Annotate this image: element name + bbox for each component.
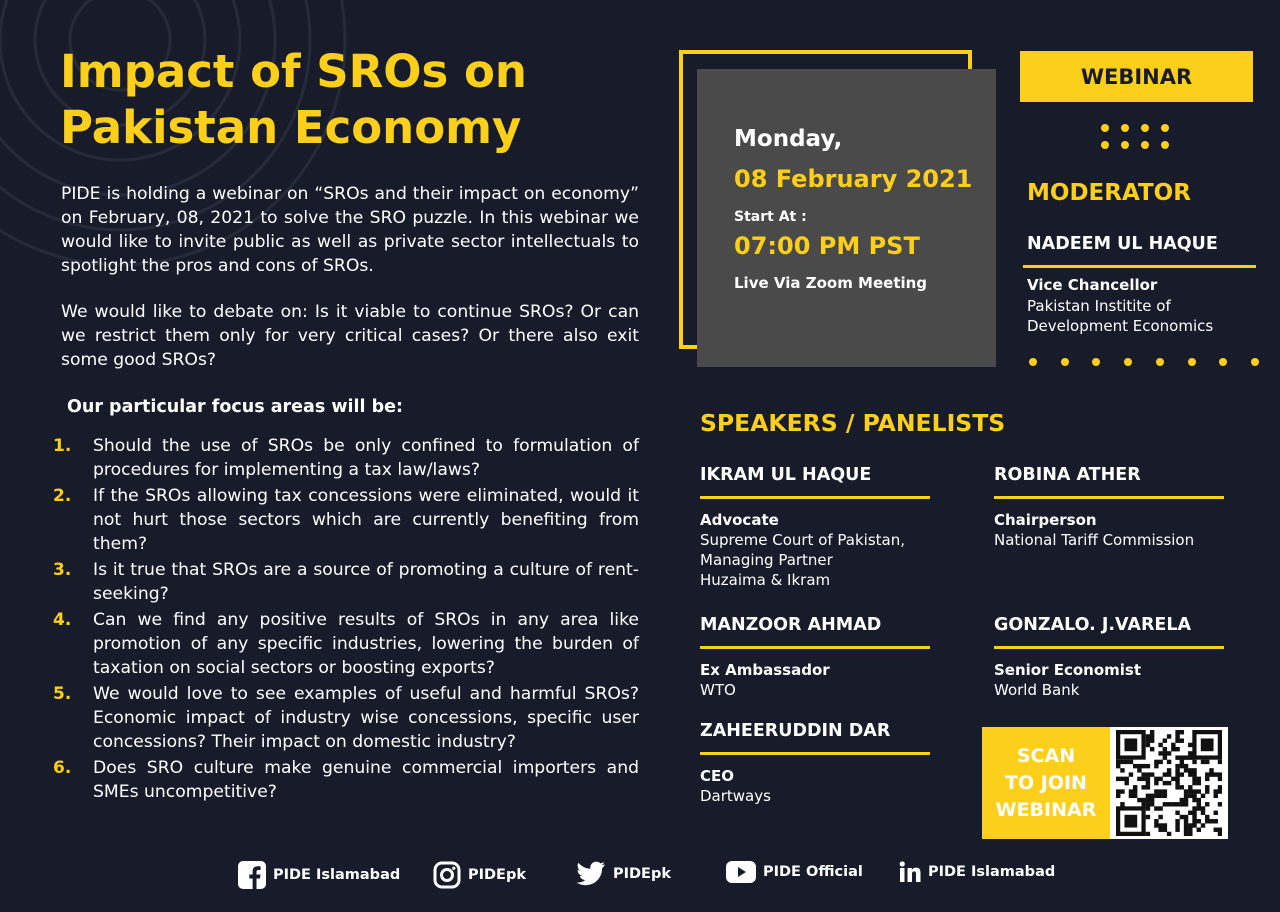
dots-row-decoration bbox=[1029, 358, 1259, 366]
dots-grid-decoration bbox=[1101, 124, 1181, 158]
speaker-divider bbox=[700, 496, 930, 499]
speaker-card bbox=[994, 463, 1230, 550]
speaker-name: GONZALO. J.VARELA bbox=[994, 615, 1192, 635]
social-twitter[interactable] bbox=[576, 861, 671, 887]
speaker-name: MANZOOR AHMAD bbox=[700, 615, 882, 635]
speaker-role: Ex Ambassador bbox=[700, 661, 830, 679]
speaker-org: Huzaima & Ikram bbox=[700, 571, 831, 589]
webinar-badge: WEBINAR bbox=[1020, 51, 1253, 102]
speaker-card bbox=[700, 463, 936, 590]
focus-item bbox=[53, 484, 639, 556]
focus-item-text: Can we find any positive results of SROs in any area like promotion of any specific industries, lowering the burden of taxation on social sectors or boosting exports? bbox=[93, 610, 639, 678]
focus-item bbox=[53, 756, 639, 804]
moderator-name: NADEEM UL HAQUE bbox=[1027, 234, 1218, 254]
speaker-role: CEO bbox=[700, 767, 735, 785]
speaker-org: Dartways bbox=[700, 787, 771, 805]
scan-label-line: SCAN bbox=[1016, 744, 1076, 767]
scan-label-line: TO JOIN bbox=[1005, 771, 1087, 794]
speaker-name: ROBINA ATHER bbox=[994, 465, 1141, 485]
focus-item-number: 2. bbox=[53, 486, 72, 506]
intro-paragraph-2: We would like to debate on: Is it viable to continue SROs? Or can we restrict them only for very critical cases? Or there also exit some good SROs? bbox=[61, 302, 639, 370]
speaker-role: Senior Economist bbox=[994, 661, 1142, 679]
speaker-divider bbox=[994, 496, 1224, 499]
speaker-role: Advocate bbox=[700, 511, 779, 529]
focus-item-text: Should the use of SROs be only confined to formulation of procedures for implementing a tax law/laws? bbox=[93, 436, 639, 480]
moderator-divider bbox=[1023, 265, 1256, 268]
event-date: 08 February 2021 bbox=[734, 165, 973, 193]
speaker-divider bbox=[994, 646, 1224, 649]
speaker-role: Chairperson bbox=[994, 511, 1097, 529]
focus-item-text: Is it true that SROs are a source of promoting a culture of rent-seeking? bbox=[93, 560, 639, 604]
event-date-box bbox=[697, 69, 996, 367]
qr-code-icon[interactable] bbox=[1116, 730, 1222, 836]
speaker-divider bbox=[700, 646, 930, 649]
speaker-org: Supreme Court of Pakistan, bbox=[700, 531, 906, 549]
title-line-1: Impact of SROs on bbox=[60, 45, 527, 98]
social-label: PIDE Islamabad bbox=[273, 867, 401, 883]
speaker-org: WTO bbox=[700, 681, 736, 699]
speaker-org: World Bank bbox=[994, 681, 1080, 699]
focus-item-number: 5. bbox=[53, 684, 72, 704]
focus-item-text: We would love to see examples of useful and harmful SROs? Economic impact of industry wise concessions, specific user concessions? Their impact on domestic industry? bbox=[93, 684, 639, 752]
scan-label-line: WEBINAR bbox=[995, 798, 1097, 821]
moderator-org: Pakistan Institite of Development Economics bbox=[1027, 297, 1214, 335]
event-time: 07:00 PM PST bbox=[734, 232, 920, 260]
speaker-org: National Tariff Commission bbox=[994, 531, 1195, 549]
speaker-card bbox=[994, 613, 1230, 700]
social-label: PIDEpk bbox=[613, 866, 671, 882]
scan-label bbox=[982, 727, 1110, 839]
scan-to-join-box[interactable] bbox=[982, 727, 1228, 839]
focus-areas-list bbox=[53, 434, 639, 806]
social-instagram[interactable] bbox=[433, 861, 526, 889]
social-label: PIDE Islamabad bbox=[928, 864, 1056, 880]
speakers-heading: SPEAKERS / PANELISTS bbox=[700, 409, 1006, 437]
event-start-label: Start At : bbox=[734, 209, 807, 225]
speaker-card bbox=[700, 613, 936, 700]
social-linkedin[interactable] bbox=[899, 861, 1055, 883]
event-day: Monday, bbox=[734, 126, 843, 152]
moderator-role: Vice Chancellor bbox=[1027, 276, 1158, 294]
focus-item-number: 6. bbox=[53, 758, 72, 778]
social-youtube[interactable] bbox=[726, 861, 863, 883]
speaker-divider bbox=[700, 752, 930, 755]
social-facebook[interactable] bbox=[238, 861, 400, 889]
focus-item-number: 3. bbox=[53, 560, 72, 580]
speaker-org: Managing Partner bbox=[700, 551, 833, 569]
twitter-icon bbox=[576, 861, 606, 887]
intro-paragraph-1: PIDE is holding a webinar on “SROs and their impact on economy” on February, 08, 2021 to solve the SRO puzzle. In this webinar we would like to invite public as well as private sector intellectuals to spotlight the pros and cons of SROs. bbox=[61, 184, 639, 276]
social-label: PIDEpk bbox=[468, 867, 526, 883]
moderator-heading: MODERATOR bbox=[1027, 180, 1191, 206]
linkedin-icon bbox=[899, 861, 921, 883]
event-venue: Live Via Zoom Meeting bbox=[734, 274, 928, 292]
focus-item-number: 4. bbox=[53, 610, 72, 630]
speaker-card bbox=[700, 719, 936, 806]
page-title bbox=[60, 44, 527, 156]
facebook-icon bbox=[238, 861, 266, 889]
instagram-icon bbox=[433, 861, 461, 889]
focus-item-text: Does SRO culture make genuine commercial importers and SMEs uncompetitive? bbox=[93, 758, 639, 802]
focus-item bbox=[53, 558, 639, 606]
title-line-2: Pakistan Economy bbox=[60, 101, 522, 154]
social-label: PIDE Official bbox=[763, 864, 863, 880]
focus-item-text: If the SROs allowing tax concessions were eliminated, would it not hurt those sectors which are currently benefiting from them? bbox=[93, 486, 639, 554]
focus-areas-heading: Our particular focus areas will be: bbox=[67, 397, 404, 417]
focus-item bbox=[53, 608, 639, 680]
speaker-name: IKRAM UL HAQUE bbox=[700, 465, 872, 485]
focus-item-number: 1. bbox=[53, 436, 72, 456]
focus-item bbox=[53, 434, 639, 482]
focus-item bbox=[53, 682, 639, 754]
speaker-name: ZAHEERUDDIN DAR bbox=[700, 721, 891, 741]
youtube-icon bbox=[726, 861, 756, 883]
